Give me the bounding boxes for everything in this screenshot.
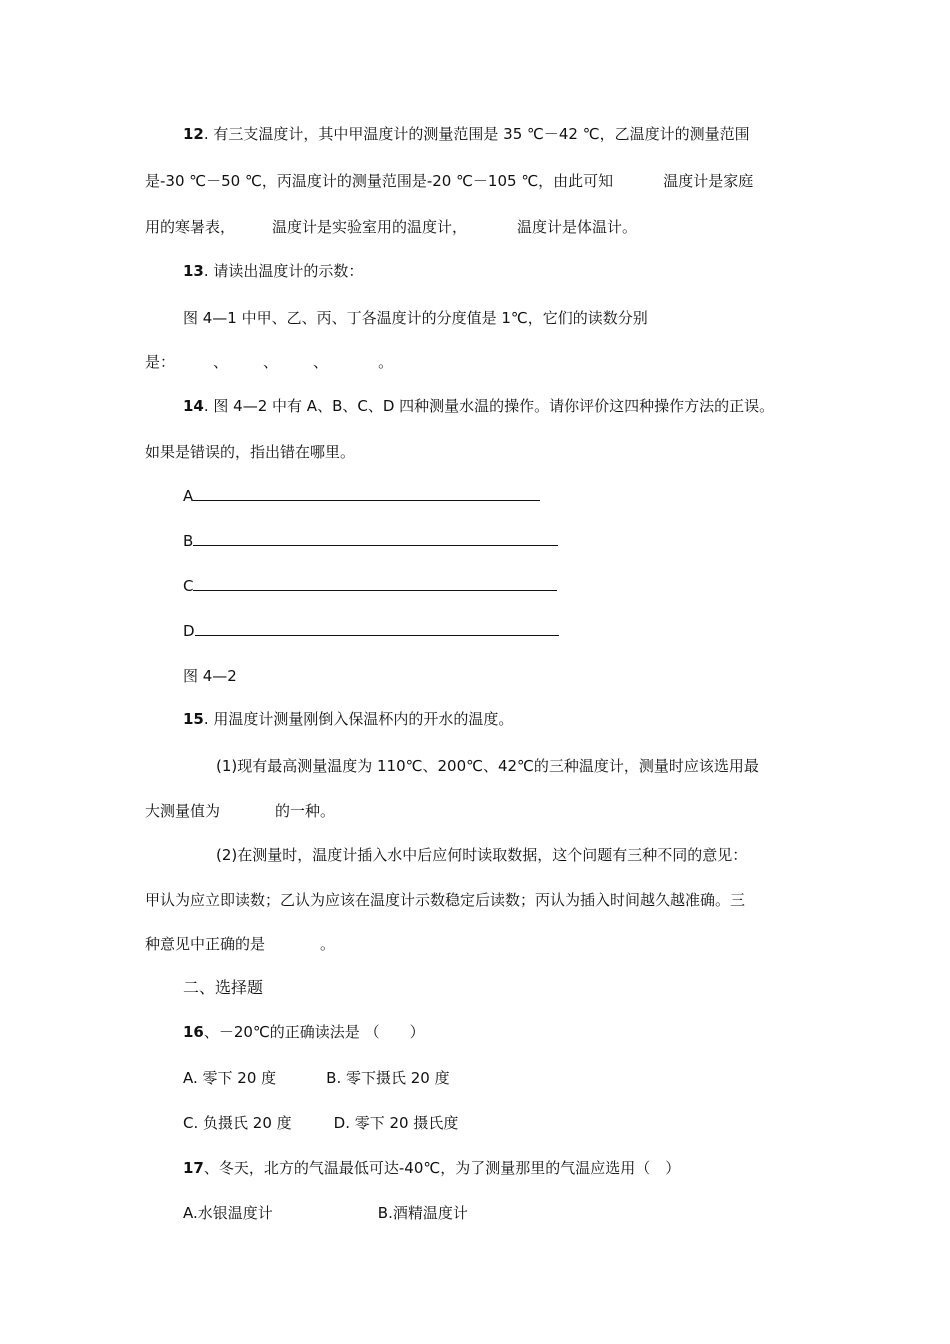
q16-options-row-1	[183, 1068, 450, 1088]
q14-answer-b-line[interactable]	[193, 531, 558, 546]
q16-options-row-2	[183, 1113, 458, 1133]
q12-line-1	[183, 124, 750, 144]
q12-text-3b: 温度计是实验室用的温度计，	[272, 218, 468, 236]
q14-answer-d-label: D	[183, 622, 195, 640]
q15-p2-line-2	[145, 890, 745, 910]
q17-options-row	[183, 1203, 468, 1223]
q16-option-b[interactable]: B. 零下摄氏 20 度	[326, 1069, 450, 1087]
q15-p1-text-c: 的一种。	[275, 802, 336, 820]
q13-end: 。	[378, 353, 394, 371]
q13-line-3	[145, 352, 393, 372]
q15-p2-text-a: (2)在测量时，温度计插入水中后应何时读取数据，这个问题有三种不同的意见：	[216, 846, 748, 864]
q17-number: 17	[183, 1159, 204, 1177]
q17-stem	[183, 1158, 680, 1178]
q14-answer-c[interactable]	[183, 576, 557, 596]
q12-text-2b: 温度计是家庭	[663, 172, 754, 190]
q12-number: 12	[183, 125, 204, 143]
q17-option-b[interactable]: B.酒精温度计	[377, 1204, 468, 1222]
q15-p1-line-1	[216, 756, 759, 776]
q14-answer-d[interactable]	[183, 621, 559, 641]
q12-line-3	[145, 217, 637, 237]
q17-stem-text: 、冬天，北方的气温最低可达-40℃，为了测量那里的气温应选用（ ）	[203, 1159, 681, 1177]
q16-stem	[183, 1022, 425, 1042]
q12-text-3a: 用的寒暑表，	[145, 218, 236, 236]
q16-option-c[interactable]: C. 负摄氏 20 度	[183, 1114, 292, 1132]
q14-line-1	[183, 396, 774, 416]
section-heading-text: 二、选择题	[183, 978, 264, 997]
q15-p2-text-c: 种意见中正确的是	[145, 935, 266, 953]
q14-figure-label: 图 4—2	[183, 667, 237, 685]
q13-number: 13	[183, 262, 204, 280]
q15-p2-text-b: 甲认为应立即读数；乙认为应该在温度计示数稳定后读数；丙认为插入时间越久越准确。三	[145, 891, 746, 909]
q15-text-1: . 用温度计测量刚倒入保温杯内的开水的温度。	[203, 710, 514, 728]
q15-p2-line-3	[145, 934, 335, 954]
q14-answer-c-line[interactable]	[193, 576, 557, 591]
q12-line-2	[145, 171, 753, 191]
q14-text-1: . 图 4—2 中有 A、B、C、D 四种测量水温的操作。请你评价这四种操作方法的正误。	[203, 397, 775, 415]
q16-option-d[interactable]: D. 零下 20 摄氏度	[333, 1114, 459, 1132]
q12-text-3c: 温度计是体温计。	[517, 218, 638, 236]
q13-text-1: . 请读出温度计的示数：	[203, 262, 364, 280]
q14-answer-a[interactable]	[183, 486, 540, 506]
q16-stem-text: 、－20℃的正确读法是 （ ）	[203, 1023, 425, 1041]
q13-sep-3: 、	[313, 353, 329, 371]
q15-p2-line-1	[216, 845, 747, 865]
q15-p1-line-2	[145, 801, 335, 821]
q12-text-2a: 是-30 ℃－50 ℃，丙温度计的测量范围是-20 ℃－105 ℃，由此可知	[145, 172, 614, 190]
q14-answer-b-label: B	[183, 532, 194, 550]
q14-answer-c-label: C	[183, 577, 194, 595]
q15-p1-text-a: (1)现有最高测量温度为 110℃、200℃、42℃的三种温度计，测量时应该选用最	[216, 757, 759, 775]
q12-text-1: . 有三支温度计，其中甲温度计的测量范围是 35 ℃－42 ℃，乙温度计的测量范围	[203, 125, 750, 143]
q14-answer-d-line[interactable]	[195, 621, 559, 636]
q13-text-3a: 是：	[145, 353, 176, 371]
q14-number: 14	[183, 397, 204, 415]
section-heading	[183, 978, 263, 998]
q13-line-1	[183, 261, 363, 281]
q13-line-2	[183, 308, 648, 328]
q15-p2-text-d: 。	[320, 935, 336, 953]
q16-option-a[interactable]: A. 零下 20 度	[183, 1069, 277, 1087]
q17-option-a[interactable]: A.水银温度计	[183, 1204, 273, 1222]
q14-text-2: 如果是错误的，指出错在哪里。	[145, 443, 356, 461]
q15-number: 15	[183, 710, 204, 728]
q14-answer-b[interactable]	[183, 531, 558, 551]
q13-text-2: 图 4—1 中甲、乙、丙、丁各温度计的分度值是 1℃，它们的读数分别	[183, 309, 648, 327]
q15-line-1	[183, 709, 513, 729]
q14-answer-a-line[interactable]	[193, 486, 540, 501]
q15-p1-text-b: 大测量值为	[145, 802, 221, 820]
q13-sep-2: 、	[263, 353, 279, 371]
q14-line-2	[145, 442, 355, 462]
q13-sep-1: 、	[213, 353, 229, 371]
q14-figure-caption	[183, 666, 237, 686]
q16-number: 16	[183, 1023, 204, 1041]
q14-answer-a-label: A	[183, 487, 194, 505]
